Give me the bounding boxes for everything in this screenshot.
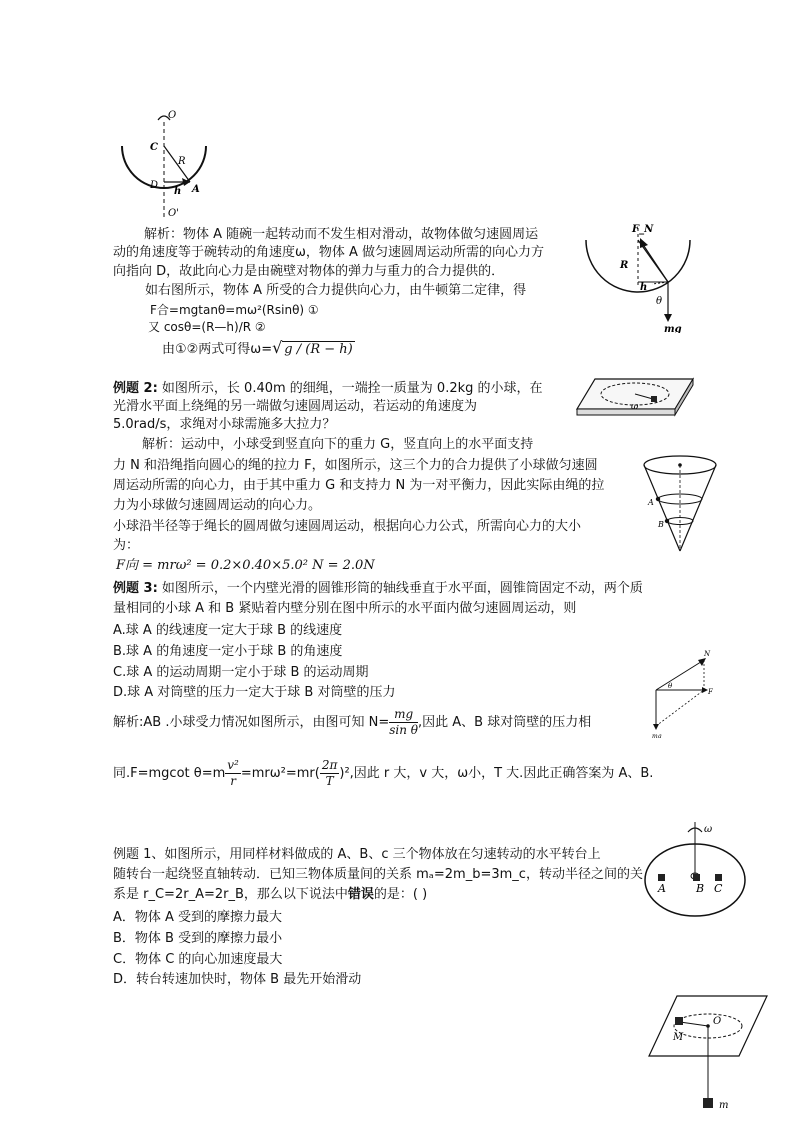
example2-line2: 光滑水平面上绕绳的另一端做匀速圆周运动，若运动的角速度为 bbox=[113, 399, 478, 414]
table-figure bbox=[575, 377, 695, 423]
example1-option-a: A．物体 A 受到的摩擦力最大 bbox=[113, 910, 283, 925]
example1-option-c: C．物体 C 的向心加速度最大 bbox=[113, 952, 283, 967]
example1-line3-c: 的是：( ) bbox=[373, 887, 428, 902]
example1-line1: 例题 1、如图所示，用同样材料做成的 A、B、c 三个物体放在匀速转动的水平转台上 bbox=[113, 847, 601, 862]
turntable-label-a: A bbox=[658, 882, 666, 895]
fraction-v2-r: $\frac{\text{v²}}{r}$ bbox=[227, 758, 239, 788]
bowl-analysis-line2: 动的角速度等于碗转动的角速度ω，物体 A 做匀速圆周运动所需的向心力方 bbox=[113, 245, 545, 260]
bowl-label-r: R bbox=[178, 156, 186, 167]
example3-option-d: D.球 A 对筒壁的压力一定大于球 B 对筒壁的压力 bbox=[113, 685, 396, 700]
turntable-label-c: C bbox=[714, 882, 723, 895]
hole-label-o: O bbox=[713, 1016, 722, 1027]
vector-label-f: F bbox=[708, 688, 713, 696]
example2-line1 bbox=[113, 380, 543, 398]
sol-b-2: =mrω²=mr( bbox=[240, 766, 320, 781]
bowl-figure bbox=[110, 108, 210, 228]
bowl-eq3 bbox=[162, 339, 355, 359]
bowl-eq1: F合=mgtanθ=mω²(Rsinθ) ① bbox=[150, 303, 319, 317]
bowl-eq2: 又 cosθ=(R—h)/R ② bbox=[148, 320, 266, 334]
vector-label-n: N bbox=[704, 650, 711, 658]
example3-text1: 如图所示，一个内壁光滑的圆锥形筒的轴线垂直于水平面，圆锥筒固定不动，两个质 bbox=[161, 581, 643, 596]
sol-b-3: )²,因此 r 大，v 大，ω小，T 大.因此正确答案为 A、B. bbox=[339, 766, 654, 781]
force-figure bbox=[582, 218, 697, 333]
example2-sol3: 周运动所需的向心力，由于其中重力 G 和支持力 N 为一对平衡力，因此实际由绳的拉 bbox=[113, 478, 605, 493]
sqrt-sign: √ bbox=[272, 338, 283, 357]
example2-sol2: 力 N 和沿绳指向圆心的绳的拉力 F，如图所示，这三个力的合力提供了小球做匀速圆 bbox=[113, 458, 598, 473]
example2-line3: 5.0rad/s，求绳对小球需施多大拉力？ bbox=[113, 417, 336, 432]
bowl-label-h: h bbox=[174, 186, 182, 197]
sol-a-text: 解析:AB .小球受力情况如图所示，由图可知 N= bbox=[113, 715, 390, 730]
example1-line2: 随转台一起绕竖直轴转动．已知三物体质量间的关系 mₐ=2m_b=3m_c，转动半径之间的关 bbox=[113, 867, 643, 882]
example3-option-b: B.球 A 的角速度一定小于球 B 的角速度 bbox=[113, 644, 343, 659]
bowl-eq3-prefix: 由①②两式可得ω= bbox=[162, 342, 273, 357]
bowl-label-a: A bbox=[192, 184, 200, 195]
example2-sol1: 解析：运动中，小球受到竖直向下的重力 G，竖直向上的水平面支持 bbox=[142, 437, 534, 452]
example3-option-c: C.球 A 的运动周期一定小于球 B 的运动周期 bbox=[113, 665, 369, 680]
cone-label-a: A bbox=[648, 498, 654, 507]
vector-label-mg: mg bbox=[652, 733, 662, 738]
hole-label-m-upper: M bbox=[673, 1032, 684, 1043]
bowl-analysis-line4: 如右图所示，物体 A 所受的合力提供向心力，由牛顿第二定律，得 bbox=[145, 283, 527, 298]
turntable-label-b: B bbox=[696, 882, 705, 895]
force-label-theta: θ bbox=[656, 296, 663, 307]
example3-solution-line2 bbox=[113, 757, 653, 791]
force-label-mg: mg bbox=[664, 324, 682, 333]
vector-figure bbox=[648, 646, 718, 738]
example3-label: 例题 3: bbox=[113, 581, 158, 596]
hole-label-m-lower: m bbox=[719, 1100, 729, 1111]
example2-sol6: 为： bbox=[113, 538, 140, 553]
bowl-label-o-prime: O' bbox=[168, 208, 179, 219]
turntable-figure bbox=[640, 818, 750, 926]
cone-figure bbox=[640, 455, 720, 555]
bowl-analysis-line1: 解析：物体 A 随碗一起转动而不发生相对滑动，故物体做匀速圆周运 bbox=[144, 227, 539, 242]
example2-sol5: 小球沿半径等于绳长的圆周做匀速圆周运动，根据向心力公式，所需向心力的大小 bbox=[113, 519, 582, 534]
example1-line3 bbox=[113, 886, 427, 904]
example3-solution-line1 bbox=[113, 706, 591, 740]
force-label-fn: F_N bbox=[632, 224, 654, 235]
vector-label-theta: θ bbox=[668, 682, 673, 690]
example3-option-a: A.球 A 的线速度一定大于球 B 的线速度 bbox=[113, 623, 343, 638]
table-omega-label: ω bbox=[631, 402, 639, 412]
example2-formula: F向 = mrω² = 0.2×0.40×5.0² N = 2.0N bbox=[116, 558, 375, 573]
sol-b-1: 同.F=mgcot θ=m bbox=[113, 766, 226, 781]
bowl-label-d: D bbox=[150, 180, 159, 191]
example1-line3-bold: 错误 bbox=[347, 887, 374, 902]
example1-option-d: D．转台转速加快时，物体 B 最先开始滑动 bbox=[113, 972, 362, 987]
bowl-eq3-radicand: g / (R − h) bbox=[284, 342, 353, 357]
bowl-label-c: C bbox=[150, 142, 158, 153]
hole-figure bbox=[645, 992, 770, 1114]
example1-line3-a: 系是 r_C=2r_A=2r_B，那么以下说法中 bbox=[113, 887, 348, 902]
force-label-r1: R bbox=[620, 260, 629, 271]
example2-label: 例题 2: bbox=[113, 381, 158, 396]
turntable-omega-label: ω bbox=[704, 824, 713, 835]
fraction-2pi-t: $\frac{2\pi}{T}$ bbox=[321, 758, 338, 788]
example3-line2: 量相同的小球 A 和 B 紧贴着内壁分别在图中所示的水平面内做匀速圆周运动，则 bbox=[113, 601, 577, 616]
sol-a-tail: ,因此 A、B 球对筒壁的压力相 bbox=[417, 715, 592, 730]
example2-sol4: 力为小球做匀速圆周运动的向心力。 bbox=[113, 498, 322, 513]
example2-text1: 如图所示，长 0.40m 的细绳，一端拴一质量为 0.2kg 的小球，在 bbox=[161, 381, 543, 396]
force-label-h: h bbox=[640, 282, 648, 293]
example3-line1 bbox=[113, 580, 643, 598]
fraction-mg-sin: $\frac{mg}{\text{sin θ}}$ bbox=[389, 707, 418, 737]
example1-option-b: B．物体 B 受到的摩擦力最小 bbox=[113, 931, 283, 946]
cone-label-b: B bbox=[658, 520, 664, 529]
bowl-analysis-line3: 向指向 D，故此向心力是由碗壁对物体的弹力与重力的合力提供的． bbox=[113, 264, 505, 279]
bowl-label-o: O bbox=[168, 110, 177, 121]
